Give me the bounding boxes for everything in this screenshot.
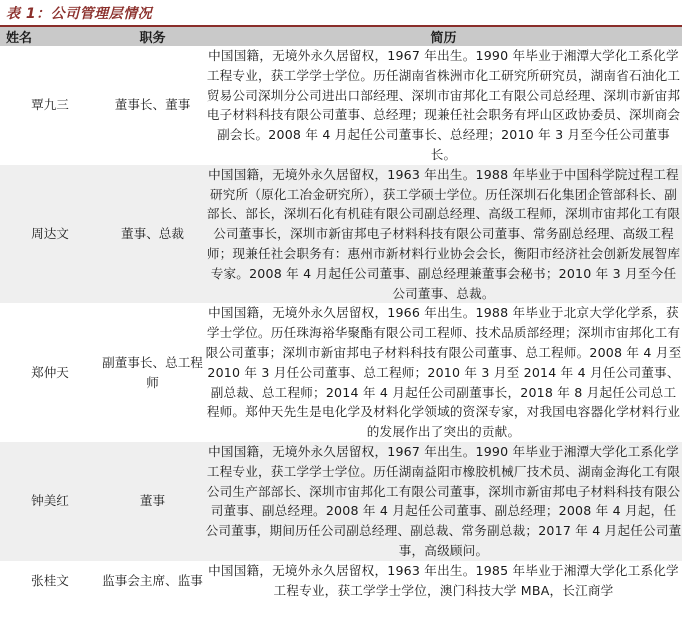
table-row: [0, 165, 682, 304]
person-bio: 中国国籍，无境外永久居留权，1967 年出生。1990 年毕业于湘潭大学化工系化学工程专业，获工学学士学位。历任湖南益阳市橡胶机械厂技术员、湖南金海化工有限公司生产部部长、深圳市宙邦化工有限公司董事，深圳市新宙邦电子材料科技有限公司董事、副总经理。2008 年 4 月起任公司董事、副总经理；2008 年 4 月起，任公司董事，期间历任公司副总经理、副总裁、常务副总裁；2017 年 4 月起任公司董事，高级顾问。: [205, 442, 682, 561]
header-bio: 简历: [205, 26, 682, 46]
person-bio: 中国国籍，无境外永久居留权，1963 年出生。1988 年毕业于中国科学院过程工程研究所（原化工冶金研究所），获工学硕士学位。历任深圳石化集团企管部科长、副部长、部长，深圳石化有机硅有限公司副总经理、高级工程师，深圳市宙邦化工有限公司董事长，深圳市新宙邦电子材料科技有限公司董事、常务副总经理、高级工程师；现兼任社会职务有：惠州市新材料行业协会会长，衡阳市经济社会创新发展智库专家。2008 年 4 月起任公司董事、副总经理兼董事会秘书；2010 年 3 月至今任公司董事、总裁。: [205, 165, 682, 304]
person-position: 董事: [100, 442, 205, 561]
person-name: 郑仲天: [0, 303, 100, 442]
person-bio: 中国国籍，无境外永久居留权，1967 年出生。1990 年毕业于湘潭大学化工系化学工程专业，获工学学士学位。历任湖南省株洲市化工研究所研究员，湖南省石油化工贸易公司深圳分公司进出口部经理、深圳市宙邦化工有限公司总经理、深圳市新宙邦电子材料科技有限公司董事、总经理；现兼任社会职务有坪山区政协委员、深圳商会副会长。2008 年 4 月起任公司董事长、总经理；2010 年 3 月至今任公司董事长。: [205, 46, 682, 165]
person-name: 覃九三: [0, 46, 100, 165]
table-row: [0, 46, 682, 165]
person-position: 监事会主席、监事: [100, 561, 205, 601]
table-row: [0, 303, 682, 442]
person-name: 周达文: [0, 165, 100, 304]
person-bio: 中国国籍，无境外永久居留权，1963 年出生。1985 年毕业于湘潭大学化工系化学工程专业，获工学学士学位，澳门科技大学 MBA，长江商学: [205, 561, 682, 601]
person-position: 董事、总裁: [100, 165, 205, 304]
header-name: 姓名: [0, 26, 100, 46]
person-name: 钟美红: [0, 442, 100, 561]
table-row: [0, 561, 682, 601]
table-caption: 表 1：公司管理层情况: [6, 6, 153, 22]
person-position: 董事长、董事: [100, 46, 205, 165]
person-bio: 中国国籍，无境外永久居留权，1966 年出生。1988 年毕业于北京大学化学系，获学士学位。历任珠海裕华聚酯有限公司工程师、技术品质部经理；深圳市宙邦化工有限公司董事；深圳市新宙邦电子材料科技有限公司董事、总工程师。2008 年 4 月至 2010 年 3 月任公司董事、总工程师；2010 年 3 月至 2014 年 4 月任公司董事、副总裁、总工程师；2014 年 4 月起任公司副董事长，2018 年 8 月起任公司总工程师。郑仲天先生是电化学及材料化学领域的资深专家，对我国电容器化学材料行业的发展作出了突出的贡献。: [205, 303, 682, 442]
header-position: 职务: [100, 26, 205, 46]
table-row: [0, 442, 682, 561]
person-name: 张桂文: [0, 561, 100, 601]
person-position: 副董事长、总工程师: [100, 303, 205, 442]
management-table: [0, 25, 682, 600]
